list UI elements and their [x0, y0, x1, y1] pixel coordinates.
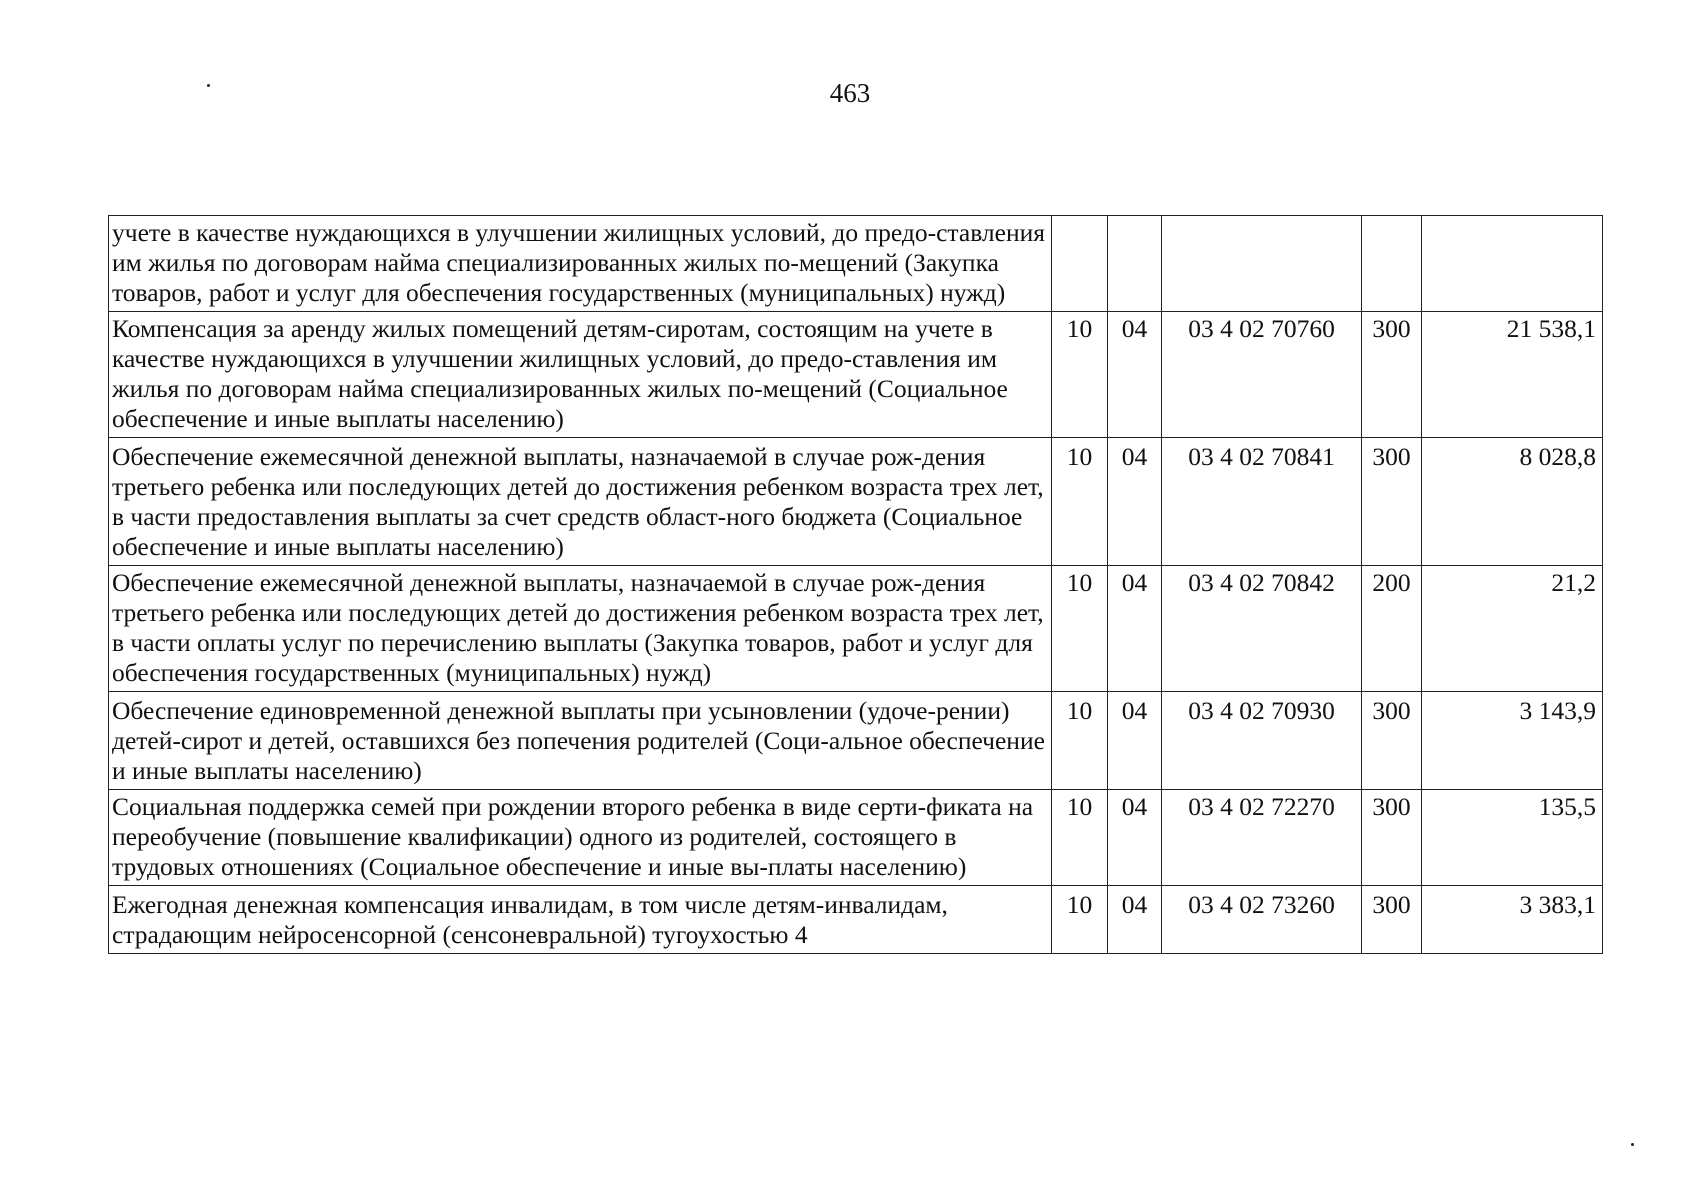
row-expense-type: 300: [1362, 438, 1422, 566]
row-expense-type: 300: [1362, 886, 1422, 954]
table-row: [109, 886, 1603, 954]
row-subsection: 04: [1108, 438, 1162, 566]
row-section: 10: [1052, 312, 1108, 438]
row-description: Обеспечение единовременной денежной выплаты при усыновлении (удоче-рении) детей-сирот и детей, оставшихся без попечения родителей (Соци-альное обеспечение и иные выплаты населению): [109, 692, 1052, 790]
row-expense-type: 200: [1362, 566, 1422, 692]
table-row: [109, 692, 1603, 790]
row-target-article: [1162, 216, 1362, 312]
row-section: 10: [1052, 790, 1108, 886]
row-description: Социальная поддержка семей при рождении второго ребенка в виде серти-фиката на переобучение (повышение квалификации) одного из родителей, состоящего в трудовых отношениях (Социальное обеспечение и иные вы-платы населению): [109, 790, 1052, 886]
row-subsection: [1108, 216, 1162, 312]
row-section: 10: [1052, 692, 1108, 790]
row-section: 10: [1052, 566, 1108, 692]
page-number: 463: [829, 78, 871, 108]
row-target-article: 03 4 02 70930: [1162, 692, 1362, 790]
row-amount: 3 143,9: [1422, 692, 1603, 790]
row-amount: 21,2: [1422, 566, 1603, 692]
scan-speck: [1631, 1143, 1634, 1146]
row-target-article: 03 4 02 72270: [1162, 790, 1362, 886]
row-expense-type: 300: [1362, 692, 1422, 790]
row-description: Обеспечение ежемесячной денежной выплаты, назначаемой в случае рож-дения третьего ребенка или последующих детей до достижения ребенком возраста трех лет, в части оплаты услуг по перечислению выплаты (Закупка товаров, работ и услуг для обеспечения государственных (муниципальных) нужд): [109, 566, 1052, 692]
row-expense-type: 300: [1362, 312, 1422, 438]
row-subsection: 04: [1108, 312, 1162, 438]
row-section: 10: [1052, 886, 1108, 954]
table-row: [109, 312, 1603, 438]
budget-table: [108, 215, 1603, 954]
row-subsection: 04: [1108, 886, 1162, 954]
row-subsection: 04: [1108, 692, 1162, 790]
row-amount: [1422, 216, 1603, 312]
row-section: 10: [1052, 438, 1108, 566]
table-row: [109, 438, 1603, 566]
row-amount: 8 028,8: [1422, 438, 1603, 566]
row-subsection: 04: [1108, 790, 1162, 886]
row-description: Компенсация за аренду жилых помещений детям-сиротам, состоящим на учете в качестве нуждающихся в улучшении жилищных условий, до предо-ставления им жилья по договорам найма специализированных жилых по-мещений (Социальное обеспечение и иные выплаты населению): [109, 312, 1052, 438]
row-expense-type: 300: [1362, 790, 1422, 886]
row-description: Ежегодная денежная компенсация инвалидам, в том числе детям-инвалидам, страдающим нейросенсорной (сенсоневральной) тугоухостью 4: [109, 886, 1052, 954]
row-section: [1052, 216, 1108, 312]
table-row: [109, 216, 1603, 312]
row-amount: 21 538,1: [1422, 312, 1603, 438]
scan-speck: [207, 84, 210, 87]
row-expense-type: [1362, 216, 1422, 312]
row-amount: 135,5: [1422, 790, 1603, 886]
row-target-article: 03 4 02 73260: [1162, 886, 1362, 954]
table-row: [109, 790, 1603, 886]
row-description: учете в качестве нуждающихся в улучшении жилищных условий, до предо-ставления им жилья по договорам найма специализированных жилых по-мещений (Закупка товаров, работ и услуг для обеспечения государственных (муниципальных) нужд): [109, 216, 1052, 312]
table-row: [109, 566, 1603, 692]
row-description: Обеспечение ежемесячной денежной выплаты, назначаемой в случае рож-дения третьего ребенка или последующих детей до достижения ребенком возраста трех лет, в части предоставления выплаты за счет средств област-ного бюджета (Социальное обеспечение и иные выплаты населению): [109, 438, 1052, 566]
row-target-article: 03 4 02 70760: [1162, 312, 1362, 438]
row-amount: 3 383,1: [1422, 886, 1603, 954]
row-subsection: 04: [1108, 566, 1162, 692]
row-target-article: 03 4 02 70842: [1162, 566, 1362, 692]
row-target-article: 03 4 02 70841: [1162, 438, 1362, 566]
